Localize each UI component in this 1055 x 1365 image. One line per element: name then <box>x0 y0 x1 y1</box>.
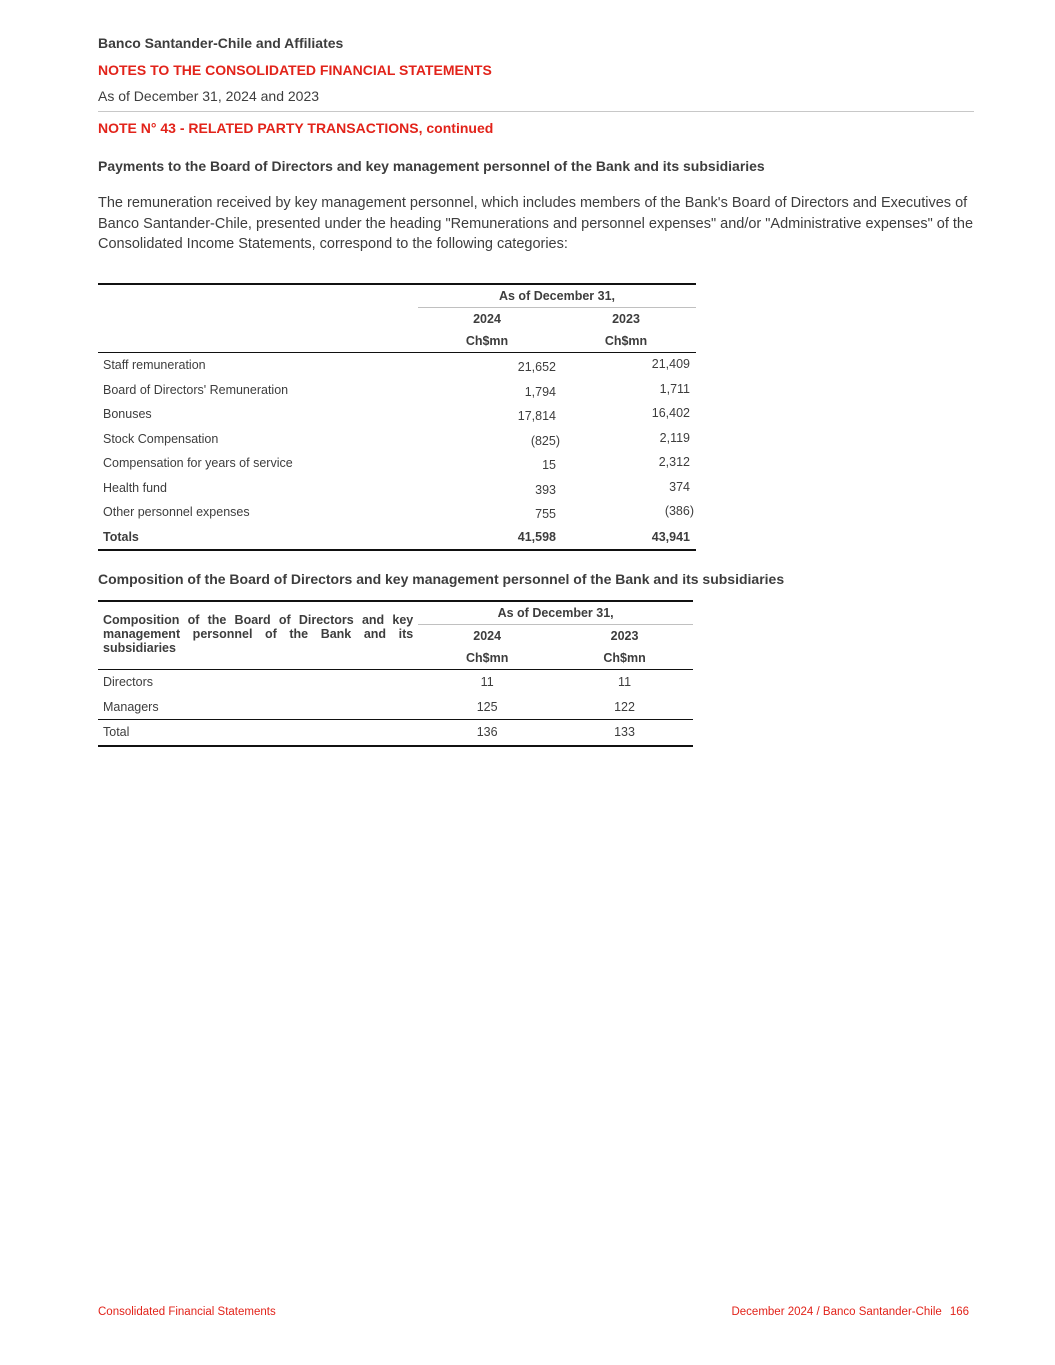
footer-info <box>731 1306 969 1318</box>
page-number: 166 <box>949 1306 969 1318</box>
total-row <box>98 720 693 746</box>
value-2024: 11 <box>480 675 494 690</box>
table-row <box>98 670 693 695</box>
row-label: Managers <box>103 699 159 714</box>
row-label: Board of Directors' Remuneration <box>103 382 289 397</box>
value-2024: 17,814 <box>517 409 556 424</box>
total-label: Total <box>98 720 418 746</box>
table-row <box>98 451 696 476</box>
total-2023: 133 <box>556 720 693 746</box>
row-label: Stock Compensation <box>103 431 219 446</box>
header-divider <box>98 111 974 112</box>
year-2024-header: 2024 <box>473 629 502 643</box>
table-row <box>98 695 693 720</box>
value-2023: 11 <box>618 675 632 690</box>
period-header: As of December 31, <box>418 601 693 625</box>
table-row <box>98 476 696 501</box>
value-2024: 125 <box>476 699 498 714</box>
value-2023: 21,409 <box>651 357 690 372</box>
notes-title: NOTES TO THE CONSOLIDATED FINANCIAL STATEMENTS <box>98 62 492 78</box>
totals-label: Totals <box>103 529 139 544</box>
value-2023: 374 <box>669 479 690 494</box>
section-title-payments: Payments to the Board of Directors and key management personnel of the Bank and its subsidiaries <box>98 158 765 174</box>
value-2024: 21,652 <box>517 360 556 375</box>
total-2023: 43,941 <box>651 529 690 544</box>
value-2023: 2,119 <box>659 430 690 445</box>
report-date: As of December 31, 2024 and 2023 <box>98 88 320 104</box>
row-label: Health fund <box>103 480 167 495</box>
value-2024: 15 <box>542 458 556 473</box>
year-2023-header: 2023 <box>612 312 640 326</box>
row-label: Compensation for years of service <box>103 456 293 471</box>
total-2024: 41,598 <box>517 529 556 544</box>
row-label: Directors <box>103 675 154 690</box>
year-2024-header: 2024 <box>473 312 501 326</box>
footer-report-name: December 2024 / Banco Santander-Chile <box>731 1306 942 1318</box>
value-2023: 122 <box>614 699 635 714</box>
value-2023: 2,312 <box>658 455 690 470</box>
unit-2023-header: Ch$mn <box>556 330 696 353</box>
value-2023: 1,711 <box>659 381 690 396</box>
value-2023: 16,402 <box>651 406 690 421</box>
value-2024: 393 <box>535 482 556 497</box>
value-2024: (825) <box>530 433 560 448</box>
composition-table <box>98 600 693 747</box>
company-name: Banco Santander-Chile and Affiliates <box>98 35 344 51</box>
remuneration-table <box>98 283 696 551</box>
table-row <box>98 500 696 525</box>
value-2024: 1,794 <box>524 384 556 399</box>
section-title-composition: Composition of the Board of Directors and key management personnel of the Bank and its subsidiaries <box>98 571 785 587</box>
value-2023: (386) <box>664 504 694 519</box>
unit-2023-header: Ch$mn <box>556 647 693 670</box>
total-2024: 136 <box>418 720 556 746</box>
row-label: Bonuses <box>103 407 152 422</box>
unit-2024-header: Ch$mn <box>418 330 556 353</box>
value-2024: 755 <box>535 507 556 522</box>
totals-row <box>98 525 696 551</box>
table-row <box>98 353 696 378</box>
table-row <box>98 378 696 403</box>
intro-paragraph: The remuneration received by key management personnel, which includes members of the Bank's Board of Directors and Executives of Banco Santander-Chile, presented under the heading "Remunerations and personnel expenses" and/or "Administrative expenses" of the Consolidated Income Statements, correspond to the following categories: <box>98 195 974 252</box>
note-title: NOTE N° 43 - RELATED PARTY TRANSACTIONS, continued <box>98 120 494 136</box>
table-row <box>98 427 696 452</box>
row-label: Other personnel expenses <box>103 505 250 520</box>
composition-header: Composition of the Board of Directors and key management personnel of the Bank and its subsidiaries <box>98 601 418 670</box>
footer-document-title: Consolidated Financial Statements <box>98 1306 276 1318</box>
unit-2024-header: Ch$mn <box>418 647 556 670</box>
period-header: As of December 31, <box>418 284 696 308</box>
header-blank <box>98 284 418 308</box>
table-row <box>98 402 696 427</box>
row-label: Staff remuneration <box>103 358 206 373</box>
year-2023-header: 2023 <box>610 629 639 643</box>
